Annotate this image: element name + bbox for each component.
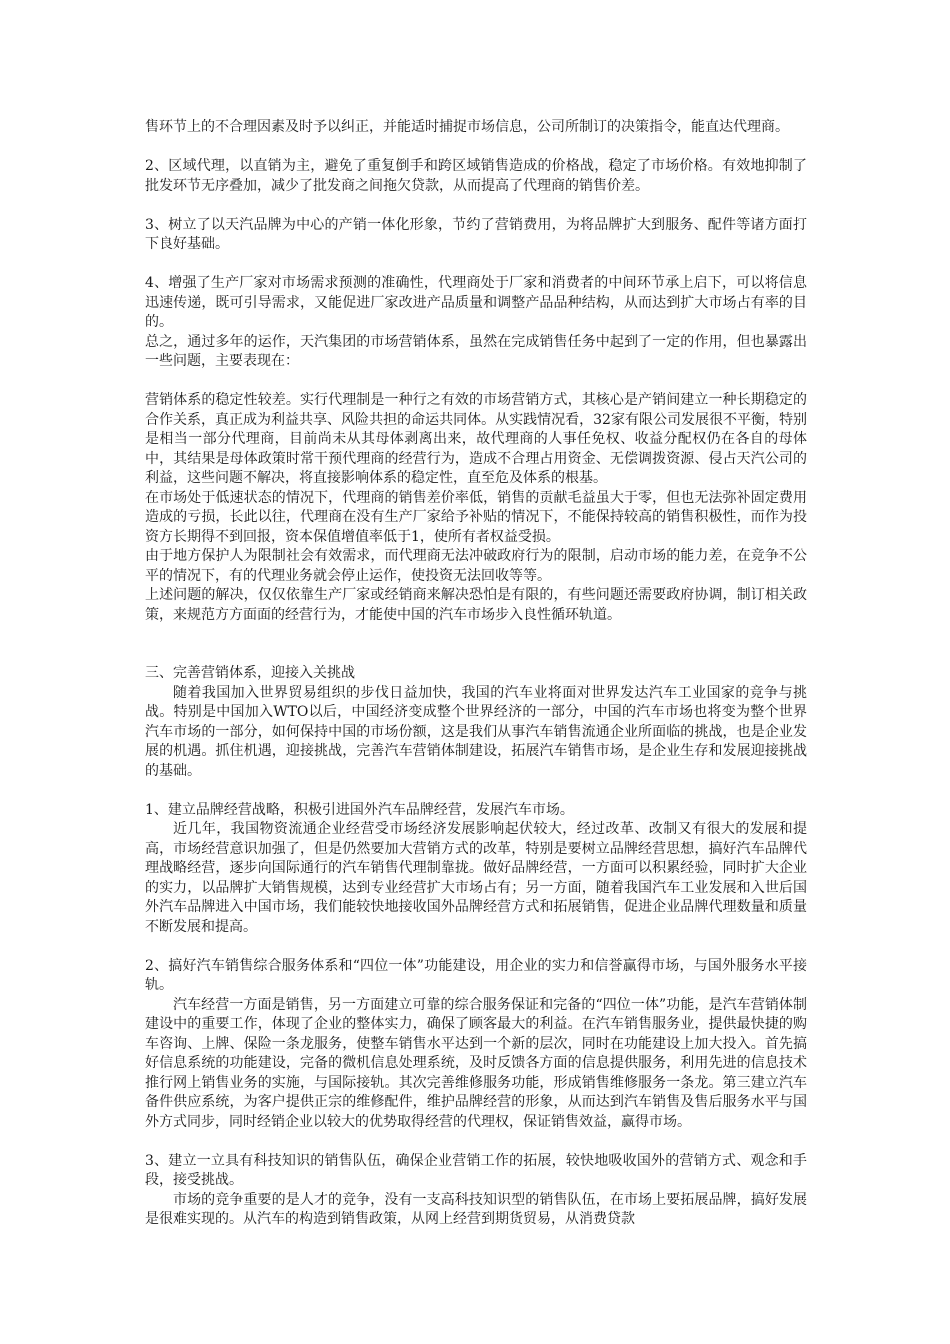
paragraph-point-3: 3、树立了以天汽品牌为中心的产销一体化形象，节约了营销费用，为将品牌扩大到服务、配件等诸方面打下良好基础。 bbox=[145, 216, 807, 252]
paragraph-point-2: 2、区域代理，以直销为主，避免了重复倒手和跨区域销售造成的价格战，稳定了市场价格。有效地抑制了批发环节无序叠加，减少了批发商之间拖欠贷款，从而提高了代理商的销售价差。 bbox=[145, 158, 807, 194]
paragraph-problem-stability: 营销体系的稳定性较差。实行代理制是一种行之有效的市场营销方式，其核心是产销间建立一种长期稳定的合作关系，真正成为利益共享、风险共担的命运共同体。从实践情况看，32家有限公司发展很不平衡，特别是相当一部分代理商，目前尚未从其母体剥离出来，故代理商的人事任免权、收益分配权仍在各自的母体中，其结果是母体政策时常干预代理商的经营行为，造成不合理占用资金、无偿调拨资源、侵占天汽公司的利益，这些问题不解决，将直接影响体系的稳定性，直至危及体系的根基。 bbox=[145, 392, 807, 486]
subheading-1: 1、建立品牌经营战略，积极引进国外汽车品牌经营，发展汽车市场。 bbox=[145, 801, 574, 818]
paragraph-point-4: 4、增强了生产厂家对市场需求预测的准确性，代理商处于厂家和消费者的中间环节承上启下，可以将信息迅速传递，既可引导需求，又能促进厂家改进产品质量和调整产品品种结构，从而达到扩大市场占有率的目的。 bbox=[145, 275, 807, 330]
paragraph-subsection-3: 市场的竞争重要的是人才的竞争，没有一支高科技知识型的销售队伍，在市场上要拓展品牌，搞好发展是很难实现的。从汽车的构造到销售政策，从网上经营到期货贸易，从消费贷款 bbox=[145, 1191, 807, 1227]
paragraph-subsection-1: 近几年，我国物资流通企业经营受市场经济发展影响起伏较大，经过改革、改制又有很大的发展和提高，市场经营意识加强了，但是仍然要加大营销方式的改革，特别是要树立品牌经营思想，搞好汽车品牌代理战略经营，逐步向国际通行的汽车销售代理制靠拢。做好品牌经营，一方面可以积累经验，同时扩大企业的实力，以品牌扩大销售规模，达到专业经营扩大市场占有；另一方面，随着我国汽车工业发展和入世后国外汽车品牌进入中国市场，我们能较快地接收国外品牌经营方式和拓展销售，促进企业品牌代理数量和质量不断发展和提高。 bbox=[145, 821, 807, 935]
subheading-2: 2、搞好汽车销售综合服务体系和“四位一体”功能建设，用企业的实力和信誉赢得市场，与国外服务水平接轨。 bbox=[145, 957, 807, 993]
paragraph-section-3-intro: 随着我国加入世界贸易组织的步伐日益加快，我国的汽车业将面对世界发达汽车工业国家的竞争与挑战。特别是中国加入WTO以后，中国经济变成整个世界经济的一部分，中国的汽车市场也将变为整个世界汽车市场的一部分，如何保持中国的市场份额，这是我们从事汽车销售流通企业所面临的挑战，也是企业发展的机遇。抓住机遇，迎接挑战，完善汽车营销体制建设，拓展汽车销售市场，是企业生存和发展迎接挑战的基础。 bbox=[145, 684, 807, 779]
paragraph-problem-solution: 上述问题的解决，仅仅依靠生产厂家或经销商来解决恐怕是有限的，有些问题还需要政府协调，制订相关政策，来规范方方面面的经营行为，才能使中国的汽车市场步入良性循环轨道。 bbox=[145, 587, 807, 623]
paragraph-subsection-2: 汽车经营一方面是销售，另一方面建立可靠的综合服务保证和完备的“四位一体”功能，是汽车营销体制建设中的重要工作，体现了企业的整体实力，确保了顾客最大的利益。在汽车销售服务业，提供最快捷的购车咨询、上牌、保险一条龙服务，使整车销售水平达到一个新的层次，同时在功能建设上加大投入。首先搞好信息系统的功能建设，完备的微机信息处理系统，及时反馈各方面的信息提供服务，利用先进的信息技术推行网上销售业务的实施，与国际接轨。其次完善维修服务功能，形成销售维修服务一条龙。第三建立汽车备件供应系统，为客户提供正宗的维修配件，维护品牌经营的形象，从而达到汽车销售及售后服务水平与国外方式同步，同时经销企业以较大的优势取得经营的代理权，保证销售效益，赢得市场。 bbox=[145, 996, 807, 1130]
paragraph-intro: 售环节上的不合理因素及时予以纠正，并能适时捕捉市场信息，公司所制订的决策指令，能直达代理商。 bbox=[145, 119, 789, 135]
section-heading-3: 三、完善营销体系，迎接入关挑战 bbox=[145, 665, 355, 681]
subheading-3: 3、建立一立具有科技知识的销售队伍，确保企业营销工作的拓展，较快地吸收国外的营销方式、观念和手段，接受挑战。 bbox=[145, 1152, 807, 1188]
paragraph-problem-low-speed: 在市场处于低速状态的情况下，代理商的销售差价率低，销售的贡献毛益虽大于零，但也无法弥补固定费用造成的亏损，长此以往，代理商在没有生产厂家给予补贴的情况下，不能保持较高的销售积极性，而作为投资方长期得不到回报，资本保值增值率低于1，使所有者权益受损。 bbox=[145, 489, 807, 545]
document-body bbox=[145, 118, 807, 1230]
paragraph-summary: 总之，通过多年的运作，天汽集团的市场营销体系，虽然在完成销售任务中起到了一定的作用，但也暴露出一些问题，主要表现在： bbox=[145, 333, 807, 369]
paragraph-problem-protection: 由于地方保护人为限制社会有效需求，而代理商无法冲破政府行为的限制，启动市场的能力差，在竞争不公平的情况下，有的代理业务就会停止运作，使投资无法回收等等。 bbox=[145, 548, 807, 584]
